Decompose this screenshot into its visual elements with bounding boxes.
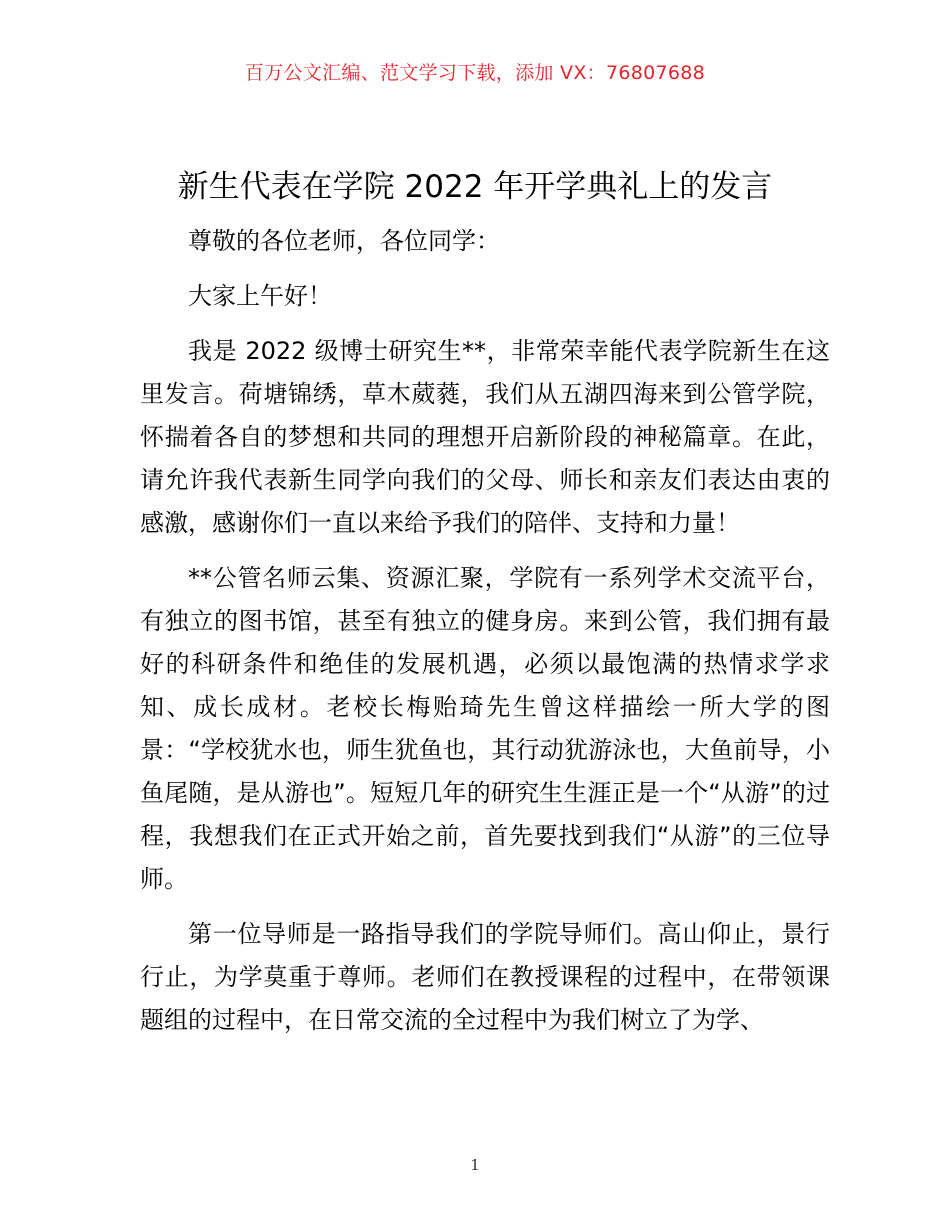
page-number: 1 bbox=[470, 1156, 480, 1174]
document-body bbox=[140, 220, 830, 1042]
document-title: 新生代表在学院 2022 年开学典礼上的发言 bbox=[177, 169, 773, 205]
watermark-banner: 百万公文汇编、范文学习下载，添加 VX：76807688 bbox=[244, 62, 706, 84]
salutation-paragraph: 尊敬的各位老师，各位同学： bbox=[188, 227, 500, 255]
greeting-paragraph: 大家上午好！ bbox=[188, 282, 332, 310]
body-paragraph-intro: 我是 2022 级博士研究生**，非常荣幸能代表学院新生在这里发言。荷塘锦绣，草木葳蕤，我们从五湖四海来到公管学院，怀揣着各自的梦想和共同的理想开启新阶段的神秘篇章。在此，请允许我代表新生同学向我们的父母、师长和亲友们表达由衷的感激，感谢你们一直以来给予我们的陪伴、支持和力量！ bbox=[140, 337, 830, 537]
body-paragraph-school: **公管名师云集、资源汇聚，学院有一系列学术交流平台，有独立的图书馆，甚至有独立的健身房。来到公管，我们拥有最好的科研条件和绝佳的发展机遇，必须以最饱满的热情求学求知、成长成材。老校长梅贻琦先生曾这样描绘一所大学的图景：“学校犹水也，师生犹鱼也，其行动犹游泳也，大鱼前导，小鱼尾随，是从游也”。短短几年的研究生生涯正是一个“从游”的过程，我想我们在正式开始之前，首先要找到我们“从游”的三位导师。 bbox=[140, 564, 830, 893]
body-paragraph-first-mentor: 第一位导师是一路指导我们的学院导师们。高山仰止，景行行止，为学莫重于尊师。老师们在教授课程的过程中，在带领课题组的过程中，在日常交流的全过程中为我们树立了为学、 bbox=[140, 920, 830, 1034]
